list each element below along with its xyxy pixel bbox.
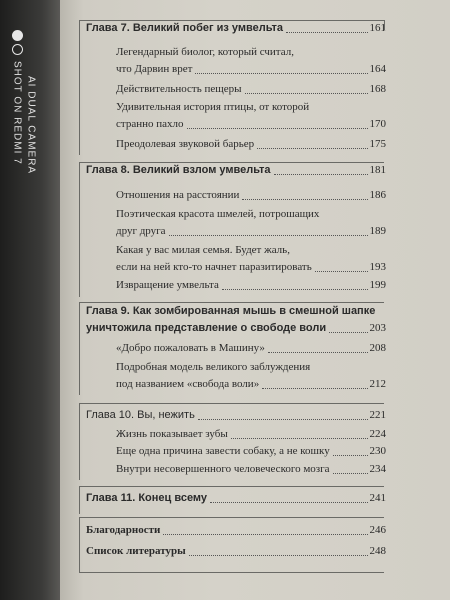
toc-item[interactable]: Еще одна причина завести собаку, а не кошку 230 <box>116 445 386 457</box>
toc-item[interactable]: Извращение умвельта 199 <box>116 279 386 291</box>
toc-item-line: Подробная модель великого заблуждения <box>116 361 311 373</box>
toc-item-line: Какая у вас милая семья. Будет жаль, <box>116 244 290 256</box>
chapter-box-left <box>79 162 80 297</box>
toc-item[interactable]: «Добро пожаловать в Машину» 208 <box>116 342 386 354</box>
toc-references[interactable]: Список литературы 248 <box>86 545 386 557</box>
toc-item[interactable]: под названием «свобода воли» 212 <box>116 378 386 390</box>
toc-chapter-9[interactable]: уничтожила представление о свободе воли 203 <box>86 322 386 334</box>
chapter-box-top <box>79 403 384 404</box>
toc-page-number: 161 <box>369 22 386 34</box>
toc-chapter-8[interactable]: Глава 8. Великий взлом умвельта 181 <box>86 164 386 176</box>
table-of-contents <box>86 0 386 600</box>
chapter-box-left <box>79 302 80 395</box>
toc-chapter-title: Глава 7. Великий побег из умвельта <box>86 22 284 34</box>
section-box-top <box>79 517 384 518</box>
watermark-logo <box>12 30 23 55</box>
watermark-line1: SHOT ON REDMI 7 <box>11 61 23 165</box>
watermark-line2: AI DUAL CAMERA <box>25 76 37 175</box>
toc-item[interactable]: что Дарвин врет 164 <box>116 63 386 75</box>
chapter-box-left <box>79 486 80 514</box>
toc-item[interactable]: странно пахло 170 <box>116 118 386 130</box>
chapter-box-left <box>79 20 80 155</box>
chapter-box-top <box>79 486 384 487</box>
toc-item[interactable]: друг друга 189 <box>116 225 386 237</box>
toc-item-line: Легендарный биолог, который считал, <box>116 46 294 58</box>
camera-watermark-2 <box>20 78 42 174</box>
toc-chapter-9-line1: Глава 9. Как зомбированная мышь в смешной шапке <box>86 305 376 317</box>
toc-item[interactable]: Отношения на расстоянии 186 <box>116 189 386 201</box>
toc-item[interactable]: Преодолевая звуковой барьер 175 <box>116 138 386 150</box>
chapter-box-left <box>79 403 80 480</box>
toc-item[interactable]: Жизнь показывает зубы 224 <box>116 428 386 440</box>
toc-acknowledgements[interactable]: Благодарности 246 <box>86 524 386 536</box>
toc-item[interactable]: если на ней кто-то начнет паразитировать 193 <box>116 261 386 273</box>
toc-item-line: Поэтическая красота шмелей, потрошащих <box>116 208 320 220</box>
toc-item[interactable]: Внутри несовершенного человеческого мозга 234 <box>116 463 386 475</box>
toc-chapter-10[interactable]: Глава 10. Вы, нежить 221 <box>86 409 386 421</box>
toc-item-line: Удивительная история птицы, от которой <box>116 101 310 113</box>
toc-item[interactable]: Действительность пещеры 168 <box>116 83 386 95</box>
toc-chapter-11[interactable]: Глава 11. Конец всему 241 <box>86 492 386 504</box>
section-box-bottom <box>79 572 384 573</box>
section-box-left <box>79 517 80 572</box>
toc-chapter-7[interactable] <box>86 20 386 37</box>
